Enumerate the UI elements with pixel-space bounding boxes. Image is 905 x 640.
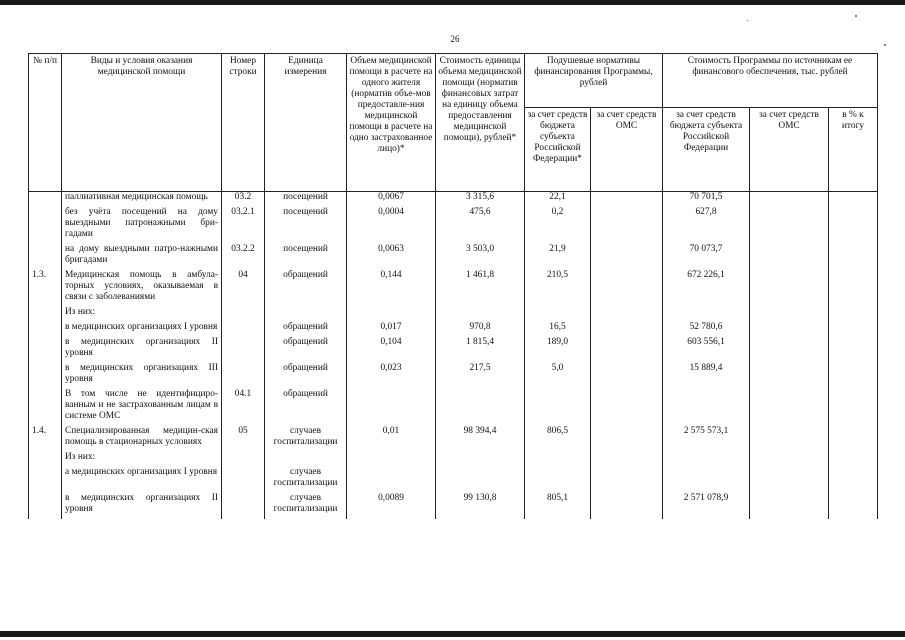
cell-unit: обращений	[265, 363, 347, 389]
cell-service-type: Из них:	[62, 452, 222, 467]
program-cost-table	[28, 53, 878, 519]
cell-number	[29, 337, 62, 363]
cell-total-pct	[829, 426, 878, 452]
cell-total-oms	[750, 493, 829, 519]
cell-total-budget	[663, 307, 750, 322]
cell-line-number: 03.2	[222, 192, 265, 208]
cell-total-oms	[750, 452, 829, 467]
header-per-capita-budget: за счет средств бюджета субъекта Российской Федерации*	[525, 108, 591, 192]
cell-service-type: в медицинских организациях II уровня	[62, 337, 222, 363]
cell-line-number	[222, 363, 265, 389]
cell-service-type: а медицинских организациях I уровня	[62, 467, 222, 493]
cell-per-capita-budget: 22,1	[525, 192, 591, 208]
cell-per-capita-budget: 21,9	[525, 244, 591, 270]
cell-total-oms	[750, 270, 829, 307]
cell-service-type: в медицинских организациях II уровня	[62, 493, 222, 519]
table-row	[29, 307, 878, 322]
cell-per-capita-budget: 5,0	[525, 363, 591, 389]
cell-service-type: Специализированная медицин-ская помощь в стационарных условиях	[62, 426, 222, 452]
cell-total-pct	[829, 467, 878, 493]
cell-total-oms	[750, 192, 829, 208]
cell-per-capita-budget: 805,1	[525, 493, 591, 519]
cell-per-capita-oms	[591, 192, 663, 208]
cell-total-budget: 70 073,7	[663, 244, 750, 270]
cell-volume-norm	[347, 389, 436, 426]
cell-per-capita-budget: 806,5	[525, 426, 591, 452]
cell-total-oms	[750, 244, 829, 270]
header-unit: Единица измерения	[265, 54, 347, 192]
cell-per-capita-budget: 210,5	[525, 270, 591, 307]
cell-total-budget: 672 226,1	[663, 270, 750, 307]
cell-number	[29, 452, 62, 467]
cell-line-number	[222, 307, 265, 322]
cell-total-pct	[829, 270, 878, 307]
cell-line-number: 03.2.2	[222, 244, 265, 270]
cell-service-type: Из них:	[62, 307, 222, 322]
cell-unit: случаев госпитализации	[265, 493, 347, 519]
cell-service-type: в медицинских организациях I уровня	[62, 322, 222, 337]
header-no: № п/п	[29, 54, 62, 192]
cell-per-capita-oms	[591, 426, 663, 452]
cell-line-number: 04.1	[222, 389, 265, 426]
cell-number: 1.4.	[29, 426, 62, 452]
cell-unit-cost: 3 503,0	[436, 244, 525, 270]
cell-total-oms	[750, 389, 829, 426]
cell-number: 1.3.	[29, 270, 62, 307]
table-row	[29, 322, 878, 337]
table-body	[29, 192, 878, 520]
cell-total-budget: 15 889,4	[663, 363, 750, 389]
cell-unit-cost	[436, 307, 525, 322]
cell-volume-norm: 0,017	[347, 322, 436, 337]
cell-volume-norm: 0,01	[347, 426, 436, 452]
cell-per-capita-oms	[591, 244, 663, 270]
header-line: Номер строки	[222, 54, 265, 192]
cell-number	[29, 389, 62, 426]
cell-unit: случаев госпитализации	[265, 467, 347, 493]
cell-volume-norm: 0,144	[347, 270, 436, 307]
cell-total-oms	[750, 322, 829, 337]
table-row	[29, 207, 878, 244]
header-norm: Объем медицинской помощи в расчете на одного жителя (норматив объе-мов предоставле-ния медицинской помощи в расчете на одно застрахованное лицо)*	[347, 54, 436, 192]
cell-total-pct	[829, 207, 878, 244]
cell-service-type: без учёта посещений на дому выездными патронажными бри-гадами	[62, 207, 222, 244]
cell-total-pct	[829, 244, 878, 270]
cell-unit-cost: 475,6	[436, 207, 525, 244]
scan-bottom-edge	[0, 631, 905, 637]
cell-unit-cost	[436, 467, 525, 493]
cell-number	[29, 467, 62, 493]
cell-unit-cost: 3 315,6	[436, 192, 525, 208]
cell-number	[29, 307, 62, 322]
table-row	[29, 270, 878, 307]
cell-unit: посещений	[265, 244, 347, 270]
cell-total-budget	[663, 452, 750, 467]
header-total: Стоимость Программы по источникам ее финансового обеспечения, тыс. рублей	[663, 54, 878, 108]
cell-per-capita-budget	[525, 452, 591, 467]
cell-per-capita-oms	[591, 452, 663, 467]
cell-number	[29, 322, 62, 337]
cell-unit: посещений	[265, 192, 347, 208]
table-row	[29, 493, 878, 519]
cell-per-capita-budget: 16,5	[525, 322, 591, 337]
cell-total-budget: 2 575 573,1	[663, 426, 750, 452]
table-row	[29, 337, 878, 363]
scan-speck	[884, 44, 886, 46]
cell-unit: обращений	[265, 337, 347, 363]
cell-total-budget: 52 780,6	[663, 322, 750, 337]
cell-per-capita-oms	[591, 493, 663, 519]
cell-unit-cost	[436, 452, 525, 467]
cell-line-number: 05	[222, 426, 265, 452]
cell-service-type: В том числе не идентифициро-ванным и не застрахованным лицам в системе ОМС	[62, 389, 222, 426]
cell-unit-cost: 98 394,4	[436, 426, 525, 452]
cell-unit: обращений	[265, 389, 347, 426]
cell-total-budget: 627,8	[663, 207, 750, 244]
cell-total-oms	[750, 426, 829, 452]
cell-line-number: 04	[222, 270, 265, 307]
cell-total-budget	[663, 389, 750, 426]
cell-line-number	[222, 493, 265, 519]
cell-total-pct	[829, 452, 878, 467]
table-row	[29, 192, 878, 208]
cell-total-budget: 2 571 078,9	[663, 493, 750, 519]
cell-unit-cost: 1 815,4	[436, 337, 525, 363]
cell-total-oms	[750, 467, 829, 493]
cell-volume-norm	[347, 467, 436, 493]
table-row	[29, 467, 878, 493]
cell-per-capita-oms	[591, 337, 663, 363]
cell-number	[29, 192, 62, 208]
cell-service-type: Медицинская помощь в амбула-торных условиях, оказываемая в связи с заболеваниями	[62, 270, 222, 307]
header-total-budget: за счет средств бюджета субъекта Российской Федерации	[663, 108, 750, 192]
cell-total-budget	[663, 467, 750, 493]
header-name: Виды и условия оказания медицинской помощи	[62, 54, 222, 192]
cell-total-oms	[750, 337, 829, 363]
cell-service-type: паллиативная медицинская помощь	[62, 192, 222, 208]
cell-total-oms	[750, 363, 829, 389]
cell-unit	[265, 452, 347, 467]
cell-volume-norm: 0,023	[347, 363, 436, 389]
cell-unit-cost: 99 130,8	[436, 493, 525, 519]
cell-per-capita-oms	[591, 363, 663, 389]
table-row	[29, 363, 878, 389]
cell-number	[29, 244, 62, 270]
cell-volume-norm: 0,0004	[347, 207, 436, 244]
cell-total-pct	[829, 363, 878, 389]
cell-volume-norm	[347, 452, 436, 467]
cell-per-capita-oms	[591, 307, 663, 322]
cell-per-capita-budget: 0,2	[525, 207, 591, 244]
cell-per-capita-budget	[525, 307, 591, 322]
cell-per-capita-oms	[591, 270, 663, 307]
page-number: 26	[450, 34, 460, 44]
cell-total-pct	[829, 337, 878, 363]
table-row	[29, 452, 878, 467]
table-row	[29, 244, 878, 270]
cell-per-capita-oms	[591, 389, 663, 426]
cell-unit	[265, 307, 347, 322]
cell-number	[29, 207, 62, 244]
cell-unit-cost: 1 461,8	[436, 270, 525, 307]
cell-line-number: 03.2.1	[222, 207, 265, 244]
cell-volume-norm: 0,0063	[347, 244, 436, 270]
cell-unit: обращений	[265, 270, 347, 307]
table-row	[29, 389, 878, 426]
cell-total-budget: 70 701,5	[663, 192, 750, 208]
cell-number	[29, 493, 62, 519]
header-total-pct: в % к итогу	[829, 108, 878, 192]
header-cost: Стоимость единицы объема медицинской помощи (норматив финансовых затрат на единицу объема предоставления медицинской помощи), рублей*	[436, 54, 525, 192]
cell-per-capita-oms	[591, 207, 663, 244]
cell-volume-norm	[347, 307, 436, 322]
cell-volume-norm: 0,104	[347, 337, 436, 363]
cell-line-number	[222, 452, 265, 467]
table-row	[29, 426, 878, 452]
cell-per-capita-oms	[591, 322, 663, 337]
cell-service-type: в медицинских организациях III уровня	[62, 363, 222, 389]
scan-top-edge	[0, 0, 905, 5]
header-per-capita: Подушевые нормативы финансирования Программы, рублей	[525, 54, 663, 108]
cell-per-capita-budget: 189,0	[525, 337, 591, 363]
header-total-oms: за счет средств ОМС	[750, 108, 829, 192]
cell-unit: обращений	[265, 322, 347, 337]
cell-volume-norm: 0,0067	[347, 192, 436, 208]
cell-number	[29, 363, 62, 389]
cell-line-number	[222, 467, 265, 493]
cell-total-pct	[829, 307, 878, 322]
cell-per-capita-oms	[591, 467, 663, 493]
cell-unit-cost: 970,8	[436, 322, 525, 337]
cell-line-number	[222, 322, 265, 337]
cell-unit: посещений	[265, 207, 347, 244]
cell-total-oms	[750, 307, 829, 322]
scan-speck	[855, 15, 857, 17]
cell-volume-norm: 0,0089	[347, 493, 436, 519]
cell-total-oms	[750, 207, 829, 244]
cell-unit: случаев госпитализации	[265, 426, 347, 452]
cell-total-budget: 603 556,1	[663, 337, 750, 363]
cell-per-capita-budget	[525, 467, 591, 493]
cell-total-pct	[829, 493, 878, 519]
cell-line-number	[222, 337, 265, 363]
scan-speck	[747, 20, 748, 21]
cell-unit-cost: 217,5	[436, 363, 525, 389]
cell-per-capita-budget	[525, 389, 591, 426]
cell-unit-cost	[436, 389, 525, 426]
cell-service-type: на дому выездными патро-нажными бригадами	[62, 244, 222, 270]
cell-total-pct	[829, 192, 878, 208]
cell-total-pct	[829, 389, 878, 426]
header-per-capita-oms: за счет средств ОМС	[591, 108, 663, 192]
cell-total-pct	[829, 322, 878, 337]
